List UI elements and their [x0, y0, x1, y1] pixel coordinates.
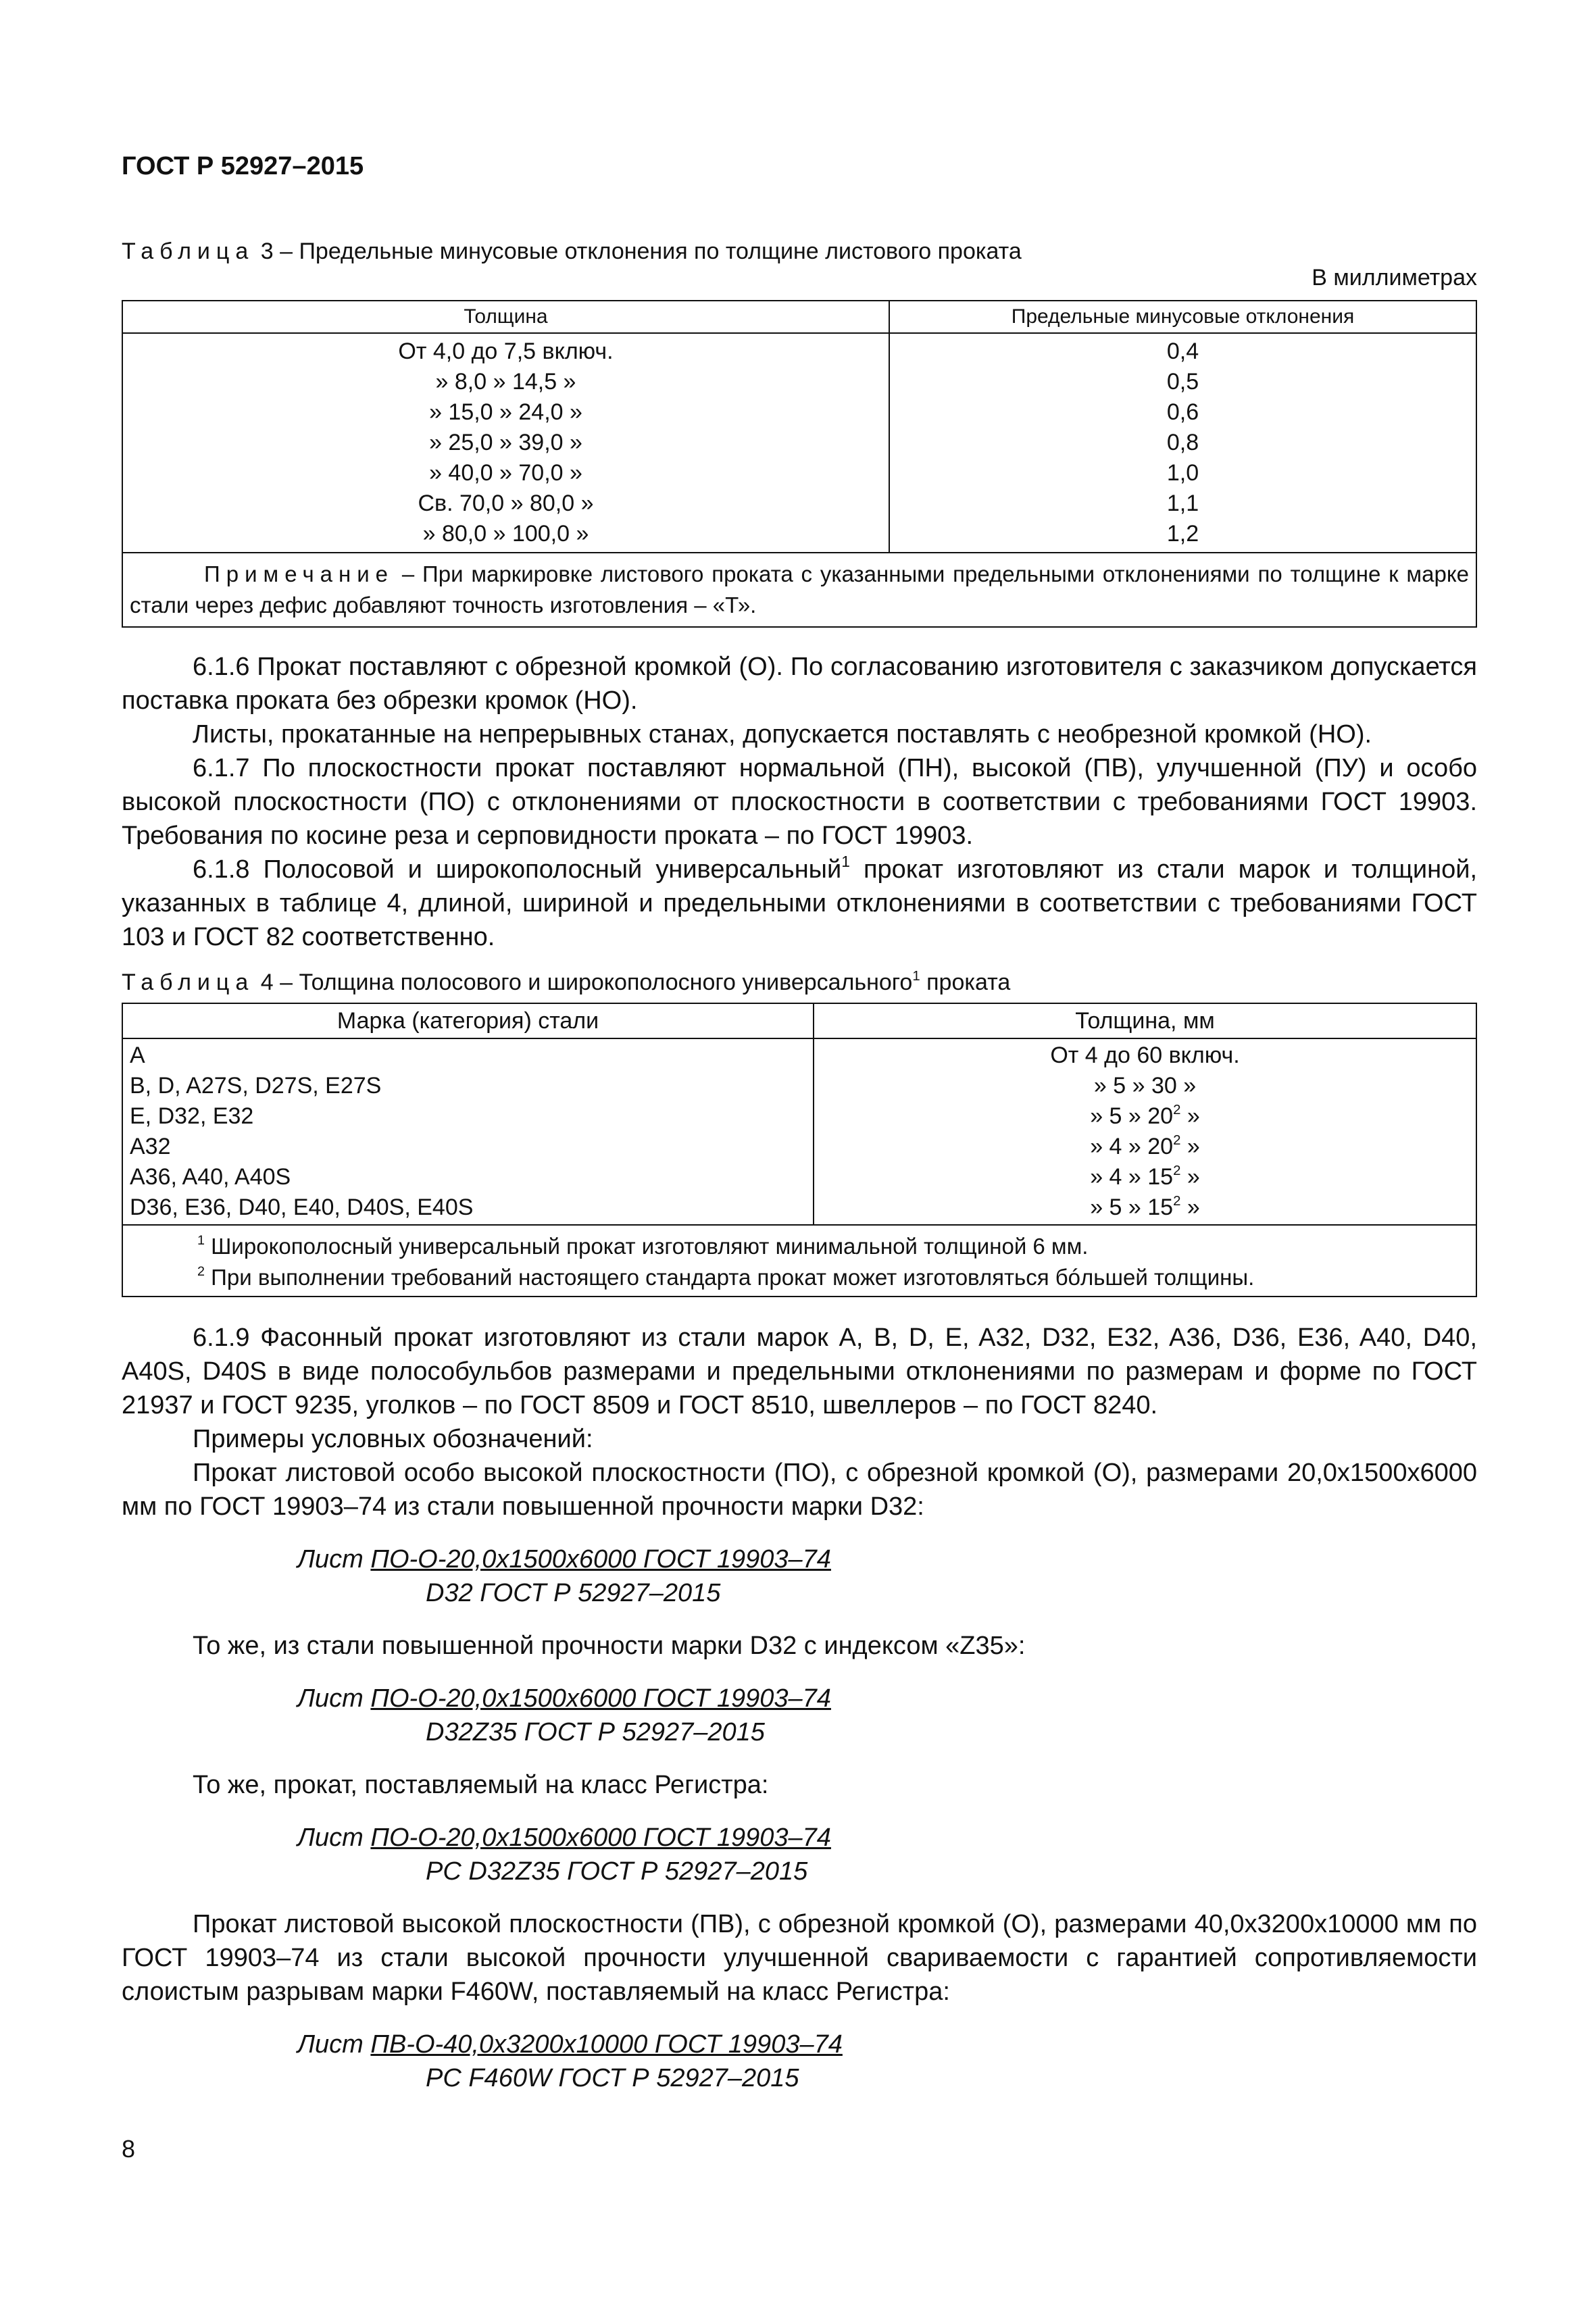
- table3-note-row: [122, 553, 1476, 627]
- footnote-ref: 2: [1173, 1163, 1181, 1178]
- table4-thickness-value: » 5 » 20: [1090, 1103, 1174, 1129]
- table3-header-row: [122, 301, 1476, 333]
- table3-thickness-value: » 40,0 » 70,0 »: [429, 460, 582, 486]
- page-number: 8: [122, 2135, 136, 2163]
- table4-caption-text: 4 – Толщина полосового и широкополосного универсального: [254, 970, 913, 995]
- table3-thickness-value: » 15,0 » 24,0 »: [429, 399, 582, 425]
- designation-word: Лист: [297, 1823, 371, 1852]
- designation-word: Лист: [297, 1684, 371, 1713]
- table4-footnotes: [122, 1225, 1476, 1297]
- paragraph-example-3: То же, прокат, поставляемый на класс Регистра:: [193, 1771, 769, 1799]
- designation-top: ПО-О-20,0х1500х6000 ГОСТ 19903–74: [370, 1684, 831, 1713]
- designation-bottom: РС F460W ГОСТ Р 52927–2015: [426, 2064, 799, 2092]
- document-id-header: ГОСТ Р 52927–2015: [122, 152, 364, 180]
- table3-deviation-cell: [889, 333, 1476, 553]
- paragraph-example-4: Прокат листовой высокой плоскостности (ПВ), с обрезной кромкой (О), размерами 40,0х3200х10000 мм по ГОСТ 19903–74 из стали высокой прочности улучшенной свариваемости с гарантией сопротивляемости слоистым разрывам марки F460W, поставляемый на класс Регистра:: [122, 1910, 1477, 2006]
- table3-body-row: [122, 333, 1476, 553]
- table3-deviation-value: 1,1: [1166, 491, 1199, 516]
- table4-thickness: [821, 1132, 1469, 1162]
- table3-deviation-value: 1,2: [1166, 521, 1199, 547]
- paragraph-examples-intro: Примеры условных обозначений:: [193, 1425, 593, 1453]
- footnote-mark: 2: [197, 1264, 205, 1279]
- table3-deviation-value: 1,0: [1166, 460, 1199, 486]
- table3-thickness-value: » 80,0 » 100,0 »: [422, 521, 589, 547]
- table4-header-grade: Марка (категория) стали: [122, 1003, 814, 1038]
- table4-thickness-tail: »: [1180, 1134, 1200, 1159]
- table3-units: В миллиметрах: [1312, 265, 1477, 291]
- table4-grade: A36, A40, A40S: [130, 1164, 291, 1190]
- table4-thickness-value: » 4 » 15: [1090, 1164, 1174, 1190]
- designation-example-2: [122, 1682, 1477, 1749]
- footnote-ref: 2: [1173, 1132, 1181, 1148]
- table3-note-word: Примечание: [204, 561, 395, 586]
- table4-footnote-row: [122, 1225, 1476, 1297]
- table4-thickness: [821, 1162, 1469, 1192]
- table3-caption: [122, 236, 1022, 266]
- designation-word: Лист: [297, 2030, 371, 2059]
- table3-deviation-value: 0,4: [1166, 338, 1199, 364]
- table3-thickness-value: » 8,0 » 14,5 »: [435, 369, 576, 395]
- table3-caption-word: Таблица: [122, 238, 255, 264]
- table3-caption-text: 3 – Предельные минусовые отклонения по толщине листового проката: [254, 238, 1022, 264]
- table3-header-deviation: Предельные минусовые отклонения: [889, 301, 1476, 333]
- table3-note: [122, 553, 1476, 627]
- table3-note-text: – При маркировке листового проката с указанными предельными отклонениями по толщине к марке стали через дефис добавляют точность изготовления – «Т».: [130, 561, 1469, 618]
- section-6-1-9: [122, 1321, 1477, 2095]
- table4-caption: [122, 967, 1010, 997]
- paragraph-example-1: Прокат листовой особо высокой плоскостности (ПО), с обрезной кромкой (О), размерами 20,0х1500х6000 мм по ГОСТ 19903–74 из стали повышенной прочности марки D32:: [122, 1459, 1477, 1521]
- table4-caption-end: проката: [920, 970, 1011, 995]
- paragraph-6-1-8-end: прокат изготовляют из стали марок и толщиной, указанных в таблице 4, длиной, шириной и предельными отклонениями в соответствии с требованиями ГОСТ 103 и ГОСТ 82 соответственно.: [122, 855, 1477, 951]
- table4-footnote-2: [197, 1262, 1469, 1293]
- table4-thickness: [821, 1192, 1469, 1223]
- table4-thickness: [821, 1071, 1469, 1101]
- designation-word: Лист: [297, 1545, 371, 1574]
- document-page: [122, 0, 1477, 2314]
- table4-thickness-value: » 4 » 20: [1090, 1134, 1174, 1159]
- designation-example-1: [122, 1542, 1477, 1610]
- table4-thickness-value: » 5 » 15: [1090, 1194, 1174, 1220]
- designation-bottom: D32 ГОСТ Р 52927–2015: [426, 1579, 721, 1607]
- paragraph-6-1-8: [122, 853, 1477, 954]
- table4-grade: A32: [130, 1134, 171, 1159]
- table3-deviation-value: 0,6: [1166, 399, 1199, 425]
- table4-thickness-value: » 5 » 30 »: [1093, 1073, 1197, 1099]
- table3-deviation-value: 0,5: [1166, 369, 1199, 395]
- footnote-ref: 2: [1173, 1102, 1181, 1117]
- paragraph-6-1-6: 6.1.6 Прокат поставляют с обрезной кромкой (О). По согласованию изготовителя с заказчиком допускается поставка проката без обрезки кромок (НО).: [122, 653, 1477, 715]
- designation-bottom: РС D32Z35 ГОСТ Р 52927–2015: [426, 1857, 808, 1886]
- table3-header-thickness: Толщина: [122, 301, 889, 333]
- designation-top: ПО-О-20,0х1500х6000 ГОСТ 19903–74: [370, 1545, 831, 1574]
- table4: [122, 1003, 1477, 1297]
- designation-bottom: D32Z35 ГОСТ Р 52927–2015: [426, 1718, 765, 1746]
- designation-example-4: [122, 2028, 1477, 2095]
- table3-thickness-value: Св. 70,0 » 80,0 »: [418, 491, 594, 516]
- table3-thickness-cell: [122, 333, 889, 553]
- paragraph-6-1-8-start: 6.1.8 Полосовой и широкополосный универсальный: [193, 855, 842, 884]
- table4-footnote-1: [197, 1231, 1469, 1262]
- designation-top: ПВ-О-40,0х3200х10000 ГОСТ 19903–74: [370, 2030, 843, 2059]
- table4-thickness: [821, 1101, 1469, 1132]
- table4-caption-word: Таблица: [122, 970, 255, 995]
- table3-thickness-value: » 25,0 » 39,0 »: [429, 430, 582, 455]
- table4-thickness-cell: [814, 1038, 1476, 1225]
- designation-top: ПО-О-20,0х1500х6000 ГОСТ 19903–74: [370, 1823, 831, 1852]
- footnote-text: Широкополосный универсальный прокат изготовляют минимальной толщиной 6 мм.: [205, 1234, 1089, 1259]
- table3: [122, 300, 1477, 628]
- table4-thickness-tail: »: [1180, 1164, 1200, 1190]
- table4-grade-cell: [122, 1038, 814, 1225]
- paragraph-6-1-9: 6.1.9 Фасонный прокат изготовляют из стали марок A, B, D, E, A32, D32, E32, A36, D36, E36, A40, D40, A40S, D40S в виде полособульбов размерами и предельными отклонениями по размерам и форме по ГОСТ 21937 и ГОСТ 9235, уголков – по ГОСТ 8509 и ГОСТ 8510, швеллеров – по ГОСТ 8240.: [122, 1324, 1477, 1419]
- table4-thickness-value: От 4 до 60 включ.: [1050, 1042, 1240, 1068]
- table3-thickness-value: От 4,0 до 7,5 включ.: [398, 338, 614, 364]
- table4-grade: B, D, A27S, D27S, E27S: [130, 1073, 382, 1099]
- table4-grade: E, D32, E32: [130, 1103, 254, 1129]
- table4-header-thickness: Толщина, мм: [814, 1003, 1476, 1038]
- designation-example-3: [122, 1821, 1477, 1888]
- table3-deviation-value: 0,8: [1166, 430, 1199, 455]
- section-6-1-6-to-6-1-8: [122, 650, 1477, 954]
- footnote-ref: 2: [1173, 1193, 1181, 1209]
- footnote-ref: 1: [841, 853, 850, 871]
- paragraph-edges: Листы, прокатанные на непрерывных станах, допускается поставлять с необрезной кромкой (НО).: [193, 720, 1372, 749]
- paragraph-6-1-7: 6.1.7 По плоскостности прокат поставляют нормальной (ПН), высокой (ПВ), улучшенной (ПУ) и особо высокой плоскостности (ПО) с отклонениями от плоскостности в соответствии с требованиями ГОСТ 19903. Требования по косине реза и серповидности проката – по ГОСТ 19903.: [122, 754, 1477, 850]
- table4-thickness-tail: »: [1180, 1103, 1200, 1129]
- table4-grade: A: [130, 1042, 145, 1068]
- table4-thickness: [821, 1040, 1469, 1071]
- table4-header-row: [122, 1003, 1476, 1038]
- paragraph-example-2: То же, из стали повышенной прочности марки D32 с индексом «Z35»:: [193, 1632, 1026, 1660]
- footnote-mark: 1: [197, 1233, 205, 1248]
- table4-body-row: [122, 1038, 1476, 1225]
- footnote-ref: 1: [912, 968, 920, 984]
- table4-thickness-tail: »: [1180, 1194, 1200, 1220]
- table4-grade: D36, E36, D40, E40, D40S, E40S: [130, 1194, 474, 1220]
- footnote-text: При выполнении требований настоящего стандарта прокат может изготовляться бóльшей толщины.: [205, 1265, 1255, 1290]
